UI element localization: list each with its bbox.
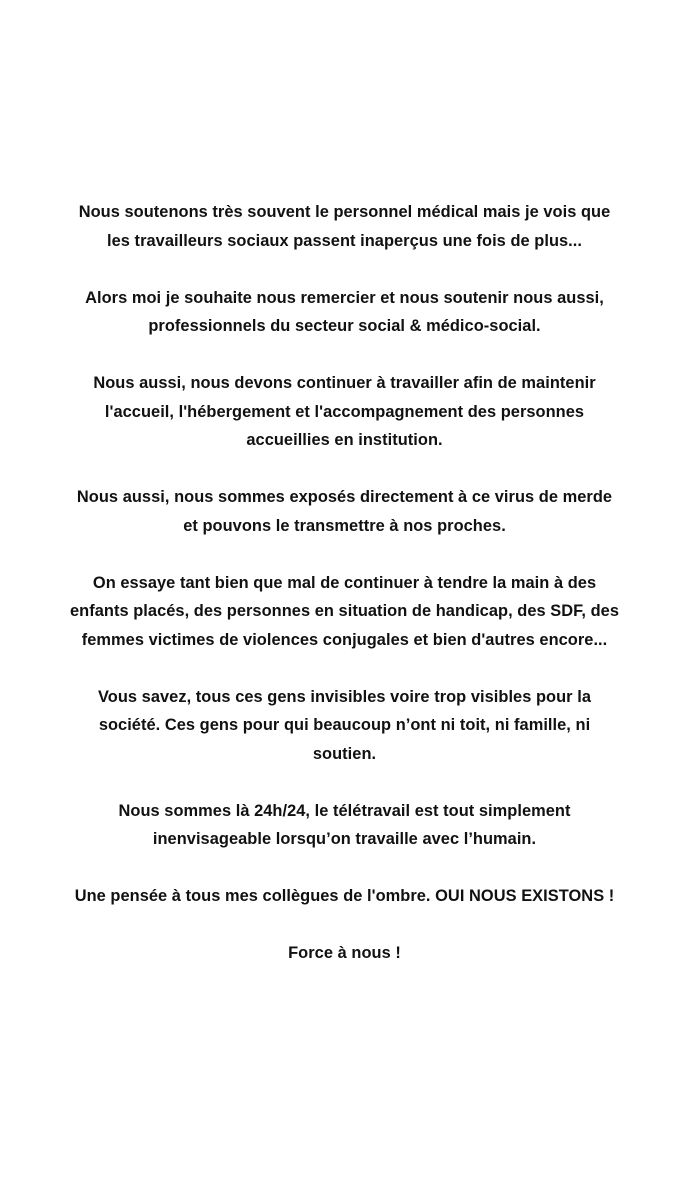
paragraph-6 — [24, 683, 665, 769]
paragraph-1 — [24, 198, 665, 255]
paragraph-2 — [24, 284, 665, 341]
text-line: femmes victimes de violences conjugales et bien d'autres encore... — [81, 630, 608, 649]
text-line: Nous aussi, nous devons continuer à travailler afin de maintenir — [93, 374, 596, 392]
paragraph-5 — [24, 569, 665, 655]
text-line: et pouvons le transmettre à nos proches. — [183, 516, 506, 535]
paragraph-9 — [24, 939, 665, 968]
text-line: Nous aussi, nous sommes exposés directement à ce virus de merde — [76, 488, 613, 506]
text-line: accueillies en institution. — [246, 431, 443, 449]
text-line: inenvisageable lorsqu’on travaille avec l’humain. — [152, 830, 537, 848]
text-line: Une pensée à tous mes collègues de l'ombre. OUI NOUS EXISTONS ! — [74, 887, 615, 905]
text-line: Alors moi je souhaite nous remercier et nous soutenir nous aussi, — [85, 288, 604, 307]
paragraph-8 — [24, 882, 665, 911]
text-line: l'accueil, l'hébergement et l'accompagnement des personnes — [104, 402, 585, 421]
text-line: On essaye tant bien que mal de continuer à tendre la main à des — [92, 573, 597, 592]
paragraph-3 — [24, 369, 665, 455]
message-body — [24, 198, 665, 968]
text-line: Force à nous ! — [288, 944, 401, 962]
text-line: Nous sommes là 24h/24, le télétravail est tout simplement — [118, 801, 571, 820]
text-line: soutien. — [312, 744, 377, 763]
paragraph-7 — [24, 797, 665, 854]
text-line: les travailleurs sociaux passent inaperçus une fois de plus... — [107, 231, 582, 250]
text-line: enfants placés, des personnes en situation de handicap, des SDF, des — [70, 602, 619, 620]
text-line: société. Ces gens pour qui beaucoup n’ont ni toit, ni famille, ni — [98, 716, 591, 734]
paragraph-4 — [24, 483, 665, 540]
text-line: Nous soutenons très souvent le personnel médical mais je vois que — [78, 203, 611, 221]
text-line: professionnels du secteur social & médico-social. — [148, 317, 541, 335]
text-line: Vous savez, tous ces gens invisibles voire trop visibles pour la — [98, 687, 591, 706]
